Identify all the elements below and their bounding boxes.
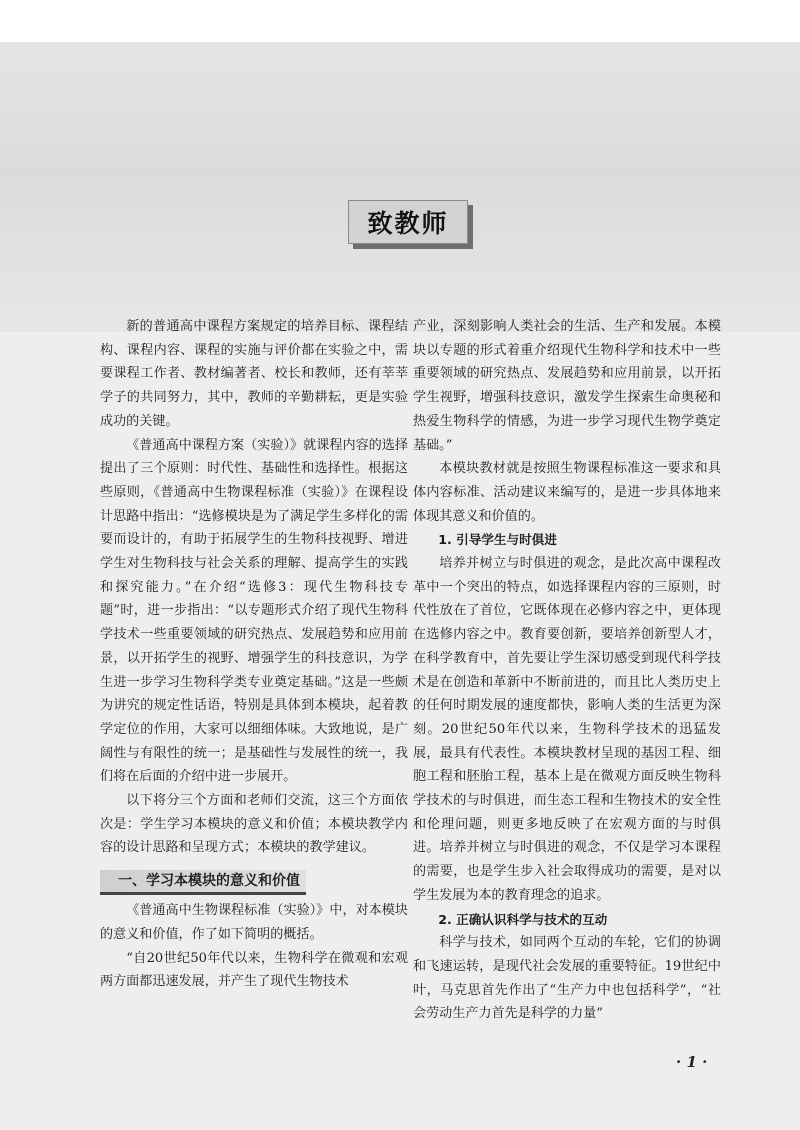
subheading: 1. 引导学生与时俱进 — [438, 532, 557, 548]
title-box — [348, 200, 468, 244]
paragraph: 本模块教材就是按照生物课程标准这一要求和具体内容标准、活动建议来编写的，是进一步具体地来体现其意义和价值的。 — [413, 461, 721, 524]
right-column — [413, 315, 721, 1026]
page-title: 致教师 — [367, 209, 449, 238]
paragraph: 新的普通高中课程方案规定的培养目标、课程结构、课程内容、课程的实施与评价都在实验之中，需要课程工作者、教材编著者、校长和教师，还有莘莘学子的共同努力，其中，教师的辛勤耕耘，更是实验成功的关键。 — [100, 319, 408, 429]
paragraph: 科学与技术，如同两个互动的车轮，它们的协调和飞速运转，是现代社会发展的重要特征。19世纪中叶，马克思首先作出了“生产力中也包括科学”，“社会劳动生产力首先是科学的力量” — [413, 935, 721, 1022]
subheading: 2. 正确认识科学与技术的互动 — [438, 911, 608, 927]
paragraph: 以下将分三个方面和老师们交流，这三个方面依次是：学生学习本模块的意义和价值；本模块教学内容的设计思路和呈现方式；本模块的教学建议。 — [100, 793, 408, 856]
decorative-header-band — [0, 42, 800, 332]
page-number: · 1 · — [676, 1053, 708, 1071]
paragraph: 《普通高中生物课程标准（实验）》中，对本模块的意义和价值，作了如下简明的概括。 — [100, 903, 408, 942]
section-heading: 一、学习本模块的意义和价值 — [100, 870, 306, 895]
paragraph: 产业，深刻影响人类社会的生活、生产和发展。本模块以专题的形式着重介绍现代生物科学和技术中一些重要领域的研究热点、发展趋势和应用前景，以开拓学生视野，增强科技意识，激发学生探索生命奥秘和热爱生物科学的情感，为进一步学习现代生物学奠定基础。” — [413, 319, 721, 453]
left-column — [100, 315, 408, 994]
paragraph: 《普通高中课程方案（实验）》就课程内容的选择提出了三个原则：时代性、基础性和选择性。根据这些原则，《普通高中生物课程标准（实验）》在课程设计思路中指出：“选修模块是为了满足学生多样化的需要而设计的，有助于拓展学生的生物科技视野、增进学生对生物科技与社会关系的理解、提高学生的实践和探究能力。”在介绍“选修3：现代生物科技专题”时，进一步指出：“以专题形式介绍了现代生物科学技术一些重要领域的研究热点、发展趋势和应用前景，以开拓学生的视野、增强学生的科技意识，为学生进一步学习生物科学类专业奠定基础。”这是一些颇为讲究的规定性话语，特别是具体到本模块，起着教学定位的作用，大家可以细细体味。大致地说，是广阔性与有限性的统一；是基础性与发展性的统一，我们将在后面的介绍中进一步展开。 — [100, 437, 408, 785]
paragraph: “自20世纪50年代以来，生物科学在微观和宏观两方面都迅速发展，并产生了现代生物技术 — [100, 950, 408, 990]
paragraph: 培养并树立与时俱进的观念，是此次高中课程改革中一个突出的特点，如选择课程内容的三原则，时代性放在了首位，它既体现在必修内容之中，更体现在选修内容之中。教育要创新，要培养创新型人才，在科学教育中，首先要让学生深切感受到现代科学技术是在创造和革新中不断前进的，而且比人类历史上的任何时期发展的速度都快，影响人类的生活更为深刻。20世纪50年代以来，生物科学技术的迅猛发展，最具有代表性。本模块教材呈现的基因工程、细胞工程和胚胎工程，基本上是在微观方面反映生物科学技术的与时俱进，而生态工程和生物技术的安全性和伦理问题，则更多地反映了在宏观方面的与时俱进。培养并树立与时俱进的观念，不仅是学习本课程的需要，也是学生步入社会取得成功的需要，是对以学生发展为本的教育理念的追求。 — [413, 556, 721, 903]
